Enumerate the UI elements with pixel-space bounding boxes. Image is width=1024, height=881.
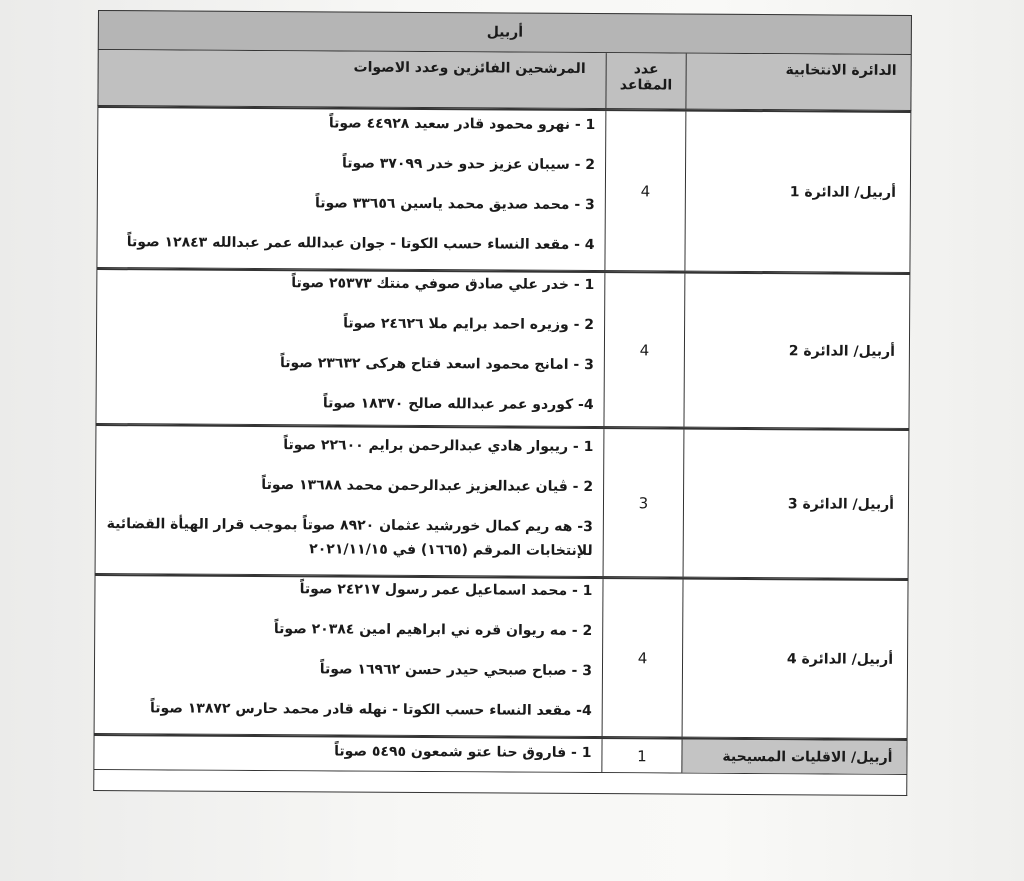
district-cell [681, 740, 906, 774]
seats-cell [603, 429, 684, 576]
candidate-entry: 3- هه ريم كمال خورشيد عثمان ٨٩٢٠ صوتاً بموجب قرار الهيأة القضائية للإنتخابات المرقم (١٦٦٥) في ٢٠٢١/١١/١٥ [106, 516, 593, 560]
candidate-entry: 1 - خدر علي صادق صوفي منتك ٢٥٣٧٣ صوتاً [291, 275, 595, 294]
seats-cell [601, 739, 681, 772]
candidates-cell [95, 108, 605, 270]
seats-cell [604, 111, 685, 270]
table-row [96, 106, 911, 273]
results-table [93, 10, 912, 785]
district-label: أربيل/ الدائرة 4 [786, 650, 894, 668]
candidate-entry: 4- مقعد النساء حسب الكوتا - نهله قادر محمد حارس ١٣٨٧٢ صوتاً [149, 700, 592, 720]
header-seats-label: عدد المقاعد [619, 61, 673, 94]
candidate-entry: 1 - نهرو محمود قادر سعيد ٤٤٩٢٨ صوتاً [328, 115, 596, 134]
header-district-label: الدائرة الانتخابية [785, 62, 897, 79]
table-footer-space [93, 770, 907, 796]
district-cell [684, 112, 910, 272]
district-label: أربيل/ الدائرة 2 [788, 342, 895, 360]
seats-value: 4 [639, 340, 650, 359]
seats-value: 3 [638, 493, 649, 512]
district-label: أربيل/ الدائرة 3 [787, 495, 895, 513]
candidate-entry: 4- كوردو عمر عبدالله صالح ١٨٣٧٠ صوتاً [322, 395, 594, 414]
table-row [95, 268, 910, 429]
header-candidates-label: المرشحين الفائزين وعدد الاصوات [353, 59, 586, 77]
seats-value: 1 [637, 746, 647, 765]
candidate-entry: 4 - مقعد النساء حسب الكوتا - جوان عبدالله عمر عبدالله ١٢٨٤٣ صوتاً [126, 234, 595, 254]
candidate-entry: 3 - محمد صديق محمد ياسين ٣٣٦٥٦ صوتاً [314, 195, 595, 214]
candidates-cell [94, 426, 604, 576]
candidates-cell [94, 270, 604, 426]
district-label: أربيل/ الاقليات المسيحية [722, 748, 893, 766]
seats-value: 4 [637, 648, 648, 667]
candidate-entry: 3 - امانج محمود اسعد فتاح هركى ٢٣٦٣٢ صوتاً [279, 355, 594, 374]
district-label: أربيل/ الدائرة 1 [789, 183, 896, 201]
district-cell [683, 430, 909, 578]
candidates-cell [92, 736, 601, 772]
candidate-entry: 1 - ريبوار هادي عبدالرحمن برايم ٢٢٦٠٠ صوتاً [283, 437, 594, 456]
district-cell [682, 580, 908, 738]
candidate-entry: 2 - ڤيان عبدالعزيز عبدالرحمن محمد ١٣٦٨٨ صوتاً [261, 477, 594, 496]
table-row [93, 734, 907, 775]
candidates-cell [93, 576, 603, 736]
candidate-entry: 2 - سيبان عزيز حدو خدر ٣٧٠٩٩ صوتاً [342, 155, 596, 174]
table-row [94, 574, 909, 739]
table-title: أربيل [98, 10, 912, 55]
header-seats [605, 53, 685, 108]
district-cell [683, 274, 909, 428]
table-header-row [97, 50, 911, 111]
seats-value: 4 [640, 181, 651, 200]
candidate-entry: 2 - وزيره احمد برايم ملا ٢٤٦٢٦ صوتاً [343, 315, 595, 334]
candidate-entry: 1 - محمد اسماعيل عمر رسول ٢٤٢١٧ صوتاً [299, 581, 593, 600]
header-candidates [96, 50, 605, 108]
candidate-entry: 3 - صباح صبحي حيدر حسن ١٦٩٦٢ صوتاً [319, 661, 593, 680]
candidate-entry: 1 - فاروق حنا عتو شمعون ٥٤٩٥ صوتاً [334, 743, 592, 762]
candidate-entry: 2 - مه ريوان قره ني ابراهيم امين ٢٠٣٨٤ صوتاً [273, 621, 593, 640]
table-row [95, 424, 910, 579]
seats-cell [602, 579, 683, 736]
header-district [685, 54, 910, 110]
seats-cell [603, 273, 684, 426]
